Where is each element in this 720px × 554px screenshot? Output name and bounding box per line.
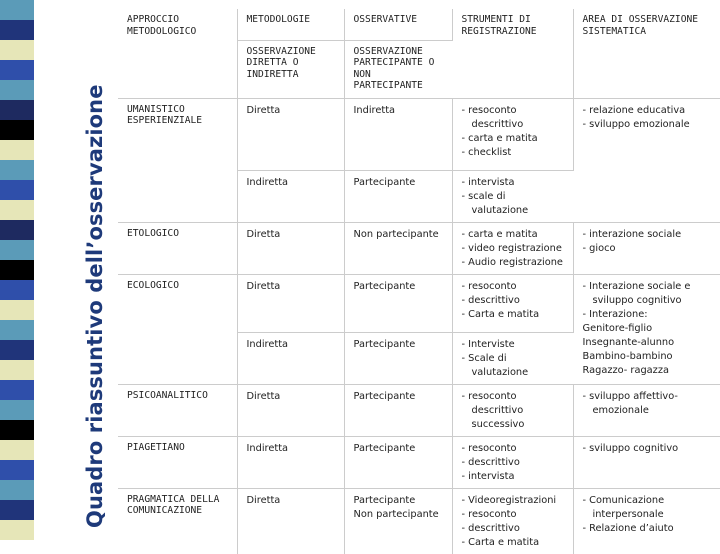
area-cell — [573, 436, 720, 488]
observation-cell — [344, 488, 452, 554]
stripe-segment — [0, 380, 34, 400]
observation-cell: Partecipante — [344, 274, 452, 332]
area-item: - Relazione d’aiuto — [582, 522, 674, 534]
header-tools: STRUMENTI DI REGISTRAZIONE — [452, 9, 573, 98]
area-item: - Interazione: — [582, 308, 648, 320]
tool-item: - intervista — [461, 176, 515, 188]
tool-item: - carta e matita — [461, 228, 538, 240]
observation-cell: Partecipante — [344, 384, 452, 436]
tool-item: - scale di — [461, 190, 506, 202]
stripe-segment — [0, 0, 34, 20]
stripe-segment — [0, 80, 34, 100]
approach-cell: ECOLOGICO — [118, 274, 237, 384]
tools-cell — [452, 436, 573, 488]
area-item: Ragazzo- ragazza — [582, 364, 669, 376]
header-area: AREA DI OSSERVAZIONE SISTEMATICA — [573, 9, 720, 98]
stripe-segment — [0, 360, 34, 380]
tool-item: successivo — [471, 418, 525, 430]
stripe-segment — [0, 480, 34, 500]
tool-item: - Audio registrazione — [461, 256, 563, 268]
header-observatives: OSSERVATIVE — [344, 9, 452, 40]
area-cell — [573, 384, 720, 436]
stripe-segment — [0, 440, 34, 460]
tool-item: - Carta e matita — [461, 308, 540, 320]
method-cell: Diretta — [237, 274, 344, 332]
table-row — [118, 98, 720, 170]
area-item: - gioco — [582, 242, 616, 254]
stripe-segment — [0, 420, 34, 440]
approach-cell: PRAGMATICA DELLA COMUNICAZIONE — [118, 488, 237, 554]
header-approach: APPROCCIO METODOLOGICO — [118, 9, 237, 98]
method-cell: Indiretta — [237, 332, 344, 384]
tool-item: descrittivo — [471, 404, 524, 416]
method-cell: Diretta — [237, 384, 344, 436]
area-item: - interazione sociale — [582, 228, 682, 240]
table-row — [118, 384, 720, 436]
stripe-segment — [0, 260, 34, 280]
area-item: - Comunicazione — [582, 494, 665, 506]
header-participant: OSSERVAZIONE PARTECIPANTE O NON PARTECIPANTE — [344, 40, 452, 98]
tool-item: valutazione — [471, 204, 529, 216]
area-item: Bambino-bambino — [582, 350, 673, 362]
method-cell: Diretta — [237, 98, 344, 170]
stripe-segment — [0, 340, 34, 360]
table-row — [118, 222, 720, 274]
tool-item: - Carta e matita — [461, 536, 540, 548]
tool-item: - carta e matita — [461, 132, 538, 144]
observation-item: Partecipante — [353, 494, 416, 506]
tool-item: - resoconto — [461, 280, 517, 292]
area-item: - relazione educativa — [582, 104, 686, 116]
header-methodologies: METODOLOGIE — [237, 9, 344, 40]
decorative-stripe — [0, 0, 34, 540]
method-cell: Diretta — [237, 222, 344, 274]
area-item: - sviluppo emozionale — [582, 118, 690, 130]
tool-item: - Scale di — [461, 352, 507, 364]
approach-cell: PIAGETIANO — [118, 436, 237, 488]
observation-summary-table — [118, 9, 720, 554]
stripe-segment — [0, 300, 34, 320]
approach-cell: ETOLOGICO — [118, 222, 237, 274]
approach-cell: PSICOANALITICO — [118, 384, 237, 436]
stripe-segment — [0, 180, 34, 200]
stripe-segment — [0, 280, 34, 300]
stripe-segment — [0, 100, 34, 120]
observation-item: Non partecipante — [353, 508, 439, 520]
observation-cell: Indiretta — [344, 98, 452, 170]
stripe-segment — [0, 220, 34, 240]
tools-cell — [452, 384, 573, 436]
tools-cell — [452, 98, 573, 170]
tool-item: descrittivo — [471, 118, 524, 130]
stripe-segment — [0, 160, 34, 180]
tool-item: - descrittivo — [461, 522, 520, 534]
stripe-segment — [0, 20, 34, 40]
observation-cell: Non partecipante — [344, 222, 452, 274]
area-item: Genitore-figlio — [582, 322, 653, 334]
tools-cell — [452, 332, 573, 384]
table-row — [118, 488, 720, 554]
table-row — [118, 9, 720, 40]
stripe-segment — [0, 120, 34, 140]
tool-item: - descrittivo — [461, 294, 520, 306]
tools-cell — [452, 170, 573, 222]
stripe-segment — [0, 140, 34, 160]
observation-cell: Partecipante — [344, 170, 452, 222]
tool-item: - checklist — [461, 146, 512, 158]
stripe-segment — [0, 60, 34, 80]
tool-item: - Videoregistrazioni — [461, 494, 557, 506]
stripe-segment — [0, 400, 34, 420]
tool-item: - resoconto — [461, 104, 517, 116]
table-row — [118, 436, 720, 488]
tool-item: - resoconto — [461, 508, 517, 520]
method-cell: Indiretta — [237, 436, 344, 488]
area-item: - Interazione sociale e — [582, 280, 691, 292]
tools-cell — [452, 274, 573, 332]
area-item: interpersonale — [592, 508, 664, 520]
tool-item: - resoconto — [461, 390, 517, 402]
tool-item: - Interviste — [461, 338, 515, 350]
tools-cell — [452, 222, 573, 274]
approach-cell: UMANISTICO ESPERIENZIALE — [118, 98, 237, 222]
method-cell: Indiretta — [237, 170, 344, 222]
method-cell: Diretta — [237, 488, 344, 554]
stripe-segment — [0, 240, 34, 260]
area-item: emozionale — [592, 404, 649, 416]
header-direct-indirect: OSSERVAZIONE DIRETTA O INDIRETTA — [237, 40, 344, 98]
tool-item: - intervista — [461, 470, 515, 482]
stripe-segment — [0, 40, 34, 60]
stripe-segment — [0, 460, 34, 480]
page-title: Quadro riassuntivo dell’osservazione — [83, 84, 107, 528]
stripe-segment — [0, 320, 34, 340]
table-row — [118, 274, 720, 332]
tool-item: valutazione — [471, 366, 529, 378]
area-cell — [573, 222, 720, 274]
area-item: - sviluppo cognitivo — [582, 442, 679, 454]
area-cell — [573, 98, 720, 222]
observation-cell: Partecipante — [344, 436, 452, 488]
area-cell — [573, 274, 720, 384]
area-cell — [573, 488, 720, 554]
tools-cell — [452, 488, 573, 554]
area-item: - sviluppo affettivo- — [582, 390, 678, 402]
tool-item: - video registrazione — [461, 242, 562, 254]
tool-item: - descrittivo — [461, 456, 520, 468]
stripe-segment — [0, 520, 34, 540]
stripe-segment — [0, 200, 34, 220]
tool-item: - resoconto — [461, 442, 517, 454]
observation-cell: Partecipante — [344, 332, 452, 384]
area-item: Insegnante-alunno — [582, 336, 675, 348]
stripe-segment — [0, 500, 34, 520]
area-item: sviluppo cognitivo — [592, 294, 682, 306]
